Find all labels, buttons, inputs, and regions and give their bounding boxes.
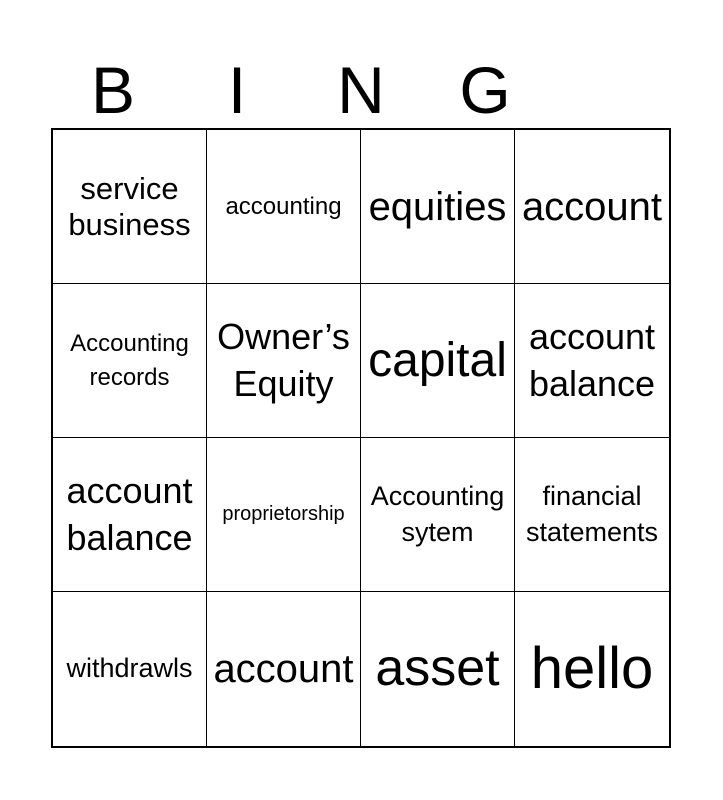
bingo-cell[interactable] (53, 438, 207, 592)
cell-label: equities (368, 184, 507, 229)
bingo-header (51, 52, 671, 128)
header-letter-i: I (227, 53, 247, 127)
bingo-cell[interactable] (361, 284, 515, 438)
bingo-cell[interactable] (515, 130, 669, 284)
cell-label: Accounting records (70, 329, 189, 391)
cell-label: asset (375, 639, 500, 698)
bingo-cell[interactable] (53, 592, 207, 746)
header-letter-g: G (459, 53, 511, 127)
bingo-board (51, 128, 671, 748)
bingo-cell[interactable] (361, 130, 515, 284)
cell-label: financial statements (525, 481, 659, 547)
bingo-cell[interactable] (361, 592, 515, 746)
cell-label: capital (368, 333, 507, 387)
cell-label: accounting (225, 192, 342, 220)
cell-label: Owner’s Equity (217, 315, 350, 404)
bingo-cell[interactable] (515, 438, 669, 592)
cell-label: account (213, 647, 354, 691)
cell-label: proprietorship (222, 503, 345, 525)
cell-label: Accounting sytem (370, 481, 505, 547)
bingo-cell[interactable] (515, 284, 669, 438)
bingo-cell[interactable] (53, 284, 207, 438)
bingo-cell[interactable] (515, 592, 669, 746)
cell-label: account balance (528, 315, 656, 404)
bingo-cell[interactable] (207, 130, 361, 284)
bingo-cell[interactable] (207, 284, 361, 438)
cell-label: hello (530, 635, 654, 701)
bingo-cell[interactable] (361, 438, 515, 592)
cell-label: account balance (66, 469, 193, 558)
header-letter-b: B (90, 53, 136, 127)
cell-label: service business (68, 170, 191, 242)
cell-label: withdrawls (66, 653, 193, 684)
bingo-cell[interactable] (53, 130, 207, 284)
header-letter-n: N (337, 53, 385, 127)
bingo-cell[interactable] (207, 438, 361, 592)
cell-label: account (521, 184, 663, 229)
bingo-cell[interactable] (207, 592, 361, 746)
